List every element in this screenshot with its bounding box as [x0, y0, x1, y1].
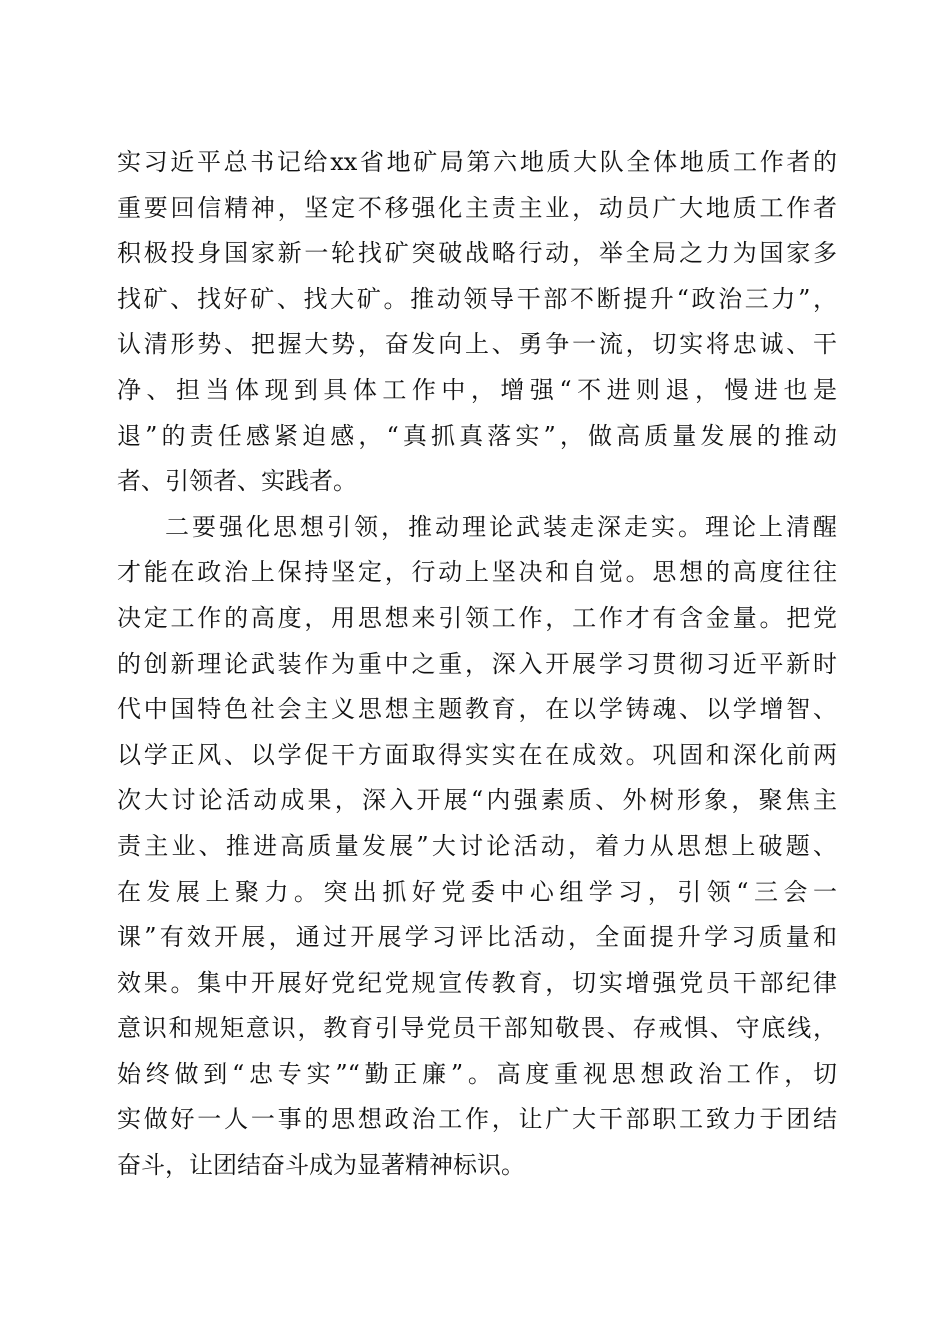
paragraph-line: 实习近平总书记给xx省地矿局第六地质大队全体地质工作者的: [117, 148, 837, 176]
paragraph-line: 代中国特色社会主义思想主题教育，在以学铸魂、以学增智、: [117, 695, 837, 724]
body-text: [117, 140, 837, 1189]
paragraph-line: 才能在政治上保持坚定，行动上坚决和自觉。思想的高度往往: [117, 558, 837, 587]
paragraph-line: 实做好一人一事的思想政治工作，让广大干部职工致力于团结: [117, 1105, 837, 1134]
paragraph-line: 退”的责任感紧迫感，“真抓真落实”，做高质量发展的推动: [117, 421, 837, 450]
paragraph-line: 认清形势、把握大势，奋发向上、勇争一流，切实将忠诚、干: [117, 330, 837, 359]
paragraph-line: 责主业、推进高质量发展”大讨论活动，着力从思想上破题、: [117, 831, 837, 860]
paragraph-line: 找矿、找好矿、找大矿。推动领导干部不断提升“政治三力”，: [117, 284, 837, 313]
paragraph-line: 在发展上聚力。突出抓好党委中心组学习，引领“三会一: [117, 877, 837, 906]
paragraph-line: 重要回信精神，坚定不移强化主责主业，动员广大地质工作者: [117, 193, 837, 222]
paragraph-line: 奋斗，让团结奋斗成为显著精神标识。: [117, 1151, 525, 1180]
paragraph-line: 效果。集中开展好党纪党规宣传教育，切实增强党员干部纪律: [117, 968, 837, 997]
paragraph-2: [117, 505, 837, 1189]
paragraph-line: 课”有效开展，通过开展学习评比活动，全面提升学习质量和: [117, 923, 837, 952]
paragraph-line: 二要强化思想引领，推动理论武装走深走实。理论上清醒: [165, 512, 837, 541]
paragraph-line: 意识和规矩意识，教育引导党员干部知敬畏、存戒惧、守底线，: [117, 1014, 837, 1043]
paragraph-line: 以学正风、以学促干方面取得实实在在成效。巩固和深化前两: [117, 740, 837, 769]
paragraph-line: 者、引领者、实践者。: [117, 467, 357, 496]
paragraph-line: 次大讨论活动成果，深入开展“内强素质、外树形象，聚焦主: [117, 786, 837, 815]
paragraph-line: 始终做到“忠专实”“勤正廉”。高度重视思想政治工作，切: [117, 1059, 837, 1088]
paragraph-line: 积极投身国家新一轮找矿突破战略行动，举全局之力为国家多: [117, 239, 837, 268]
paragraph-line: 净、担当体现到具体工作中，增强“不进则退，慢进也是: [117, 375, 837, 404]
paragraph-1: [117, 140, 837, 505]
paragraph-line: 的创新理论武装作为重中之重，深入开展学习贯彻习近平新时: [117, 649, 837, 678]
paragraph-line: 决定工作的高度，用思想来引领工作，工作才有含金量。把党: [117, 603, 837, 632]
